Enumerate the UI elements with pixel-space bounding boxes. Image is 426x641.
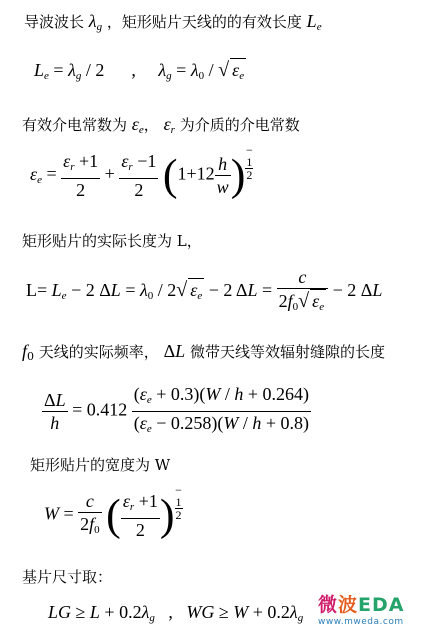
equation-slot-length: $\frac{\Delta L}{h}$ = 0.412 $\frac{(\varepsilon_e + 0.3)(W / h + 0.264)}{(\varepsilon_e - 0.258)(W / h + 0.8)}$	[44, 384, 310, 435]
equation-substrate-size: LG ≥ $L + 0.2\lambda_g$ , WG ≥ $W + 0.2\lambda_g$	[48, 602, 304, 624]
symbol-epsilon-r: $\varepsilon_r$	[163, 114, 175, 136]
text-line-width: 矩形贴片的宽度为 W	[30, 456, 171, 474]
label-waveguide-wavelength: 导波波长	[24, 13, 85, 31]
text-line-waveguide-wavelength	[24, 10, 322, 38]
label-relative-permittivity: 为介质的介电常数	[179, 116, 300, 134]
watermark-logo: 微波EDA www.mweda.com	[318, 590, 418, 627]
equation-effective-permittivity: $\varepsilon_e$ = $\frac{\varepsilon_r +1}{2}$ + $\frac{\varepsilon_r -1}{2}$ (1+12 $\frac{h}{w}$ ) − 1 2	[30, 143, 253, 200]
text-line-substrate-size: 基片尺寸取：	[22, 568, 113, 586]
symbol-f0: f	[22, 341, 28, 361]
equation-actual-length: $L= L_e - 2$ $\Delta L = \lambda_0 / 2√$ $\varepsilon_e - 2$ ΔL = $\frac{c}{2f_0√ \varepsilon_e}$ − 2 ΔL	[26, 266, 382, 318]
label-slot-length: 微带天线等效辐射缝隙的长度	[189, 343, 385, 361]
text-line-actual-length: 矩形贴片的实际长度为 L，	[22, 232, 202, 250]
text-line-frequency: $f_0$ 天线的实际频率， ΔL 微带天线等效辐射缝隙的长度	[22, 341, 385, 363]
watermark-url: www.mweda.com	[318, 617, 404, 627]
symbol-epsilon-e: $\varepsilon_e$	[131, 114, 144, 136]
symbol-lambda-g: $\lambda_g$	[88, 11, 103, 33]
equation-width: W = $\frac{c}{2f_0}$ ( $\frac{\varepsilon_r +1}{2}$ ) − 1 2	[44, 483, 182, 540]
text-line-effective-permittivity: 有效介电常数为 $\varepsilon_e$， $\varepsilon_r$ 为介质的介电常数	[22, 114, 300, 136]
equation-effective-length: $L_e = \lambda_g / 2$ , $\lambda_g = \lambda_0$ / √ $\varepsilon_e$	[34, 58, 246, 87]
label-effective-length: ，矩形贴片天线的的有效长度	[106, 13, 302, 31]
symbol-le: $L_e$	[306, 11, 322, 33]
symbol-delta-l: ΔL	[163, 341, 186, 361]
label-actual-frequency: 天线的实际频率，	[38, 343, 159, 361]
label-effective-permittivity: 有效介电常数为	[22, 116, 128, 134]
